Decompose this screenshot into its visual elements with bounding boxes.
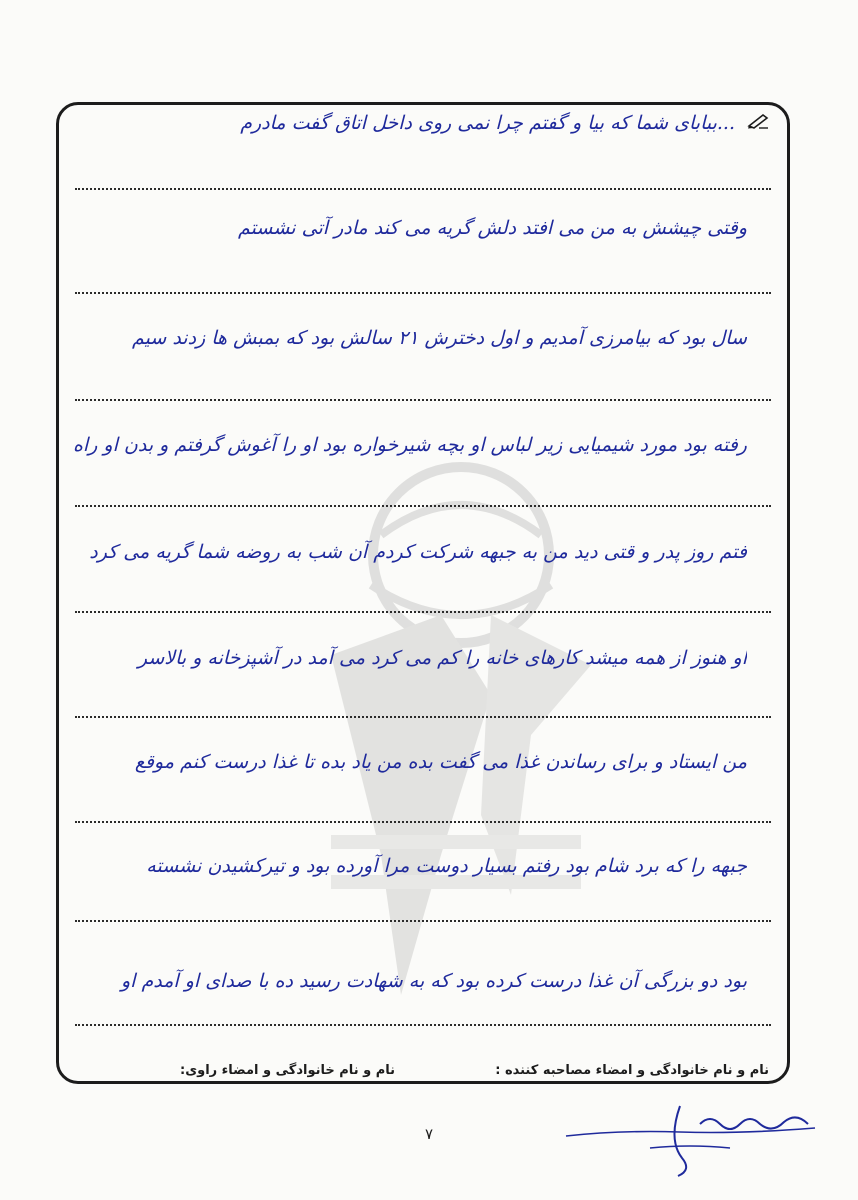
watermark-emblem <box>291 435 621 1035</box>
page-number: ۷ <box>424 1125 434 1143</box>
dotted-rule-9 <box>75 1024 771 1026</box>
dotted-rule-3 <box>75 399 771 401</box>
pen-note-icon <box>747 113 769 129</box>
handwritten-line-9: بود دو بزرگی آن غذا درست کرده بود که به شهادت رسید ده با صدای او آمدم او <box>120 970 747 992</box>
handwritten-line-8: جبهه را که برد شام بود رفتم بسیار دوست مرا آورده بود و تیرکشیدن نشسته <box>146 855 747 877</box>
page-frame <box>56 102 790 1084</box>
handwritten-line-3: سال بود که بیامرزی آمدیم و اول دخترش ۲۱ سالش بود که بمبش ها زدند سیم <box>131 327 747 349</box>
dotted-rule-5 <box>75 611 771 613</box>
dotted-rule-7 <box>75 821 771 823</box>
dotted-rule-1 <box>75 188 771 190</box>
handwritten-line-5: فتم روز پدر و قتی دید من به جبهه شرکت کردم آن شب به روضه شما گریه می کرد <box>89 541 747 563</box>
dotted-rule-2 <box>75 292 771 294</box>
handwritten-line-2: وقتی چیشش به من می افتد دلش گریه می کند مادر آتی نشستم <box>238 217 747 239</box>
dotted-rule-8 <box>75 920 771 922</box>
handwritten-line-4: رفته بود مورد شیمیایی زیر لباس او بچه شیرخواره بود او را آغوش گرفتم و بدن او راه <box>73 434 747 456</box>
dotted-rule-4 <box>75 505 771 507</box>
handwritten-line-1: ...ببابای شما که بیا و گفتم چرا نمی روی داخل اتاق گفت مادرم <box>240 112 735 134</box>
handwritten-line-6: او هنوز از همه میشد کارهای خانه را کم می کرد می آمد در آشپزخانه و بالاسر <box>137 647 747 669</box>
narrator-signature-label: نام و نام خانوادگی و امضاء راوی: <box>180 1063 395 1078</box>
dotted-rule-6 <box>75 716 771 718</box>
interviewer-signature-label: نام و نام خانوادگی و امضاء مصاحبه کننده : <box>495 1063 769 1078</box>
handwritten-line-7: من ایستاد و برای رساندن غذا می گفت بده من یاد بده تا غذا درست کنم موقع <box>134 751 747 773</box>
